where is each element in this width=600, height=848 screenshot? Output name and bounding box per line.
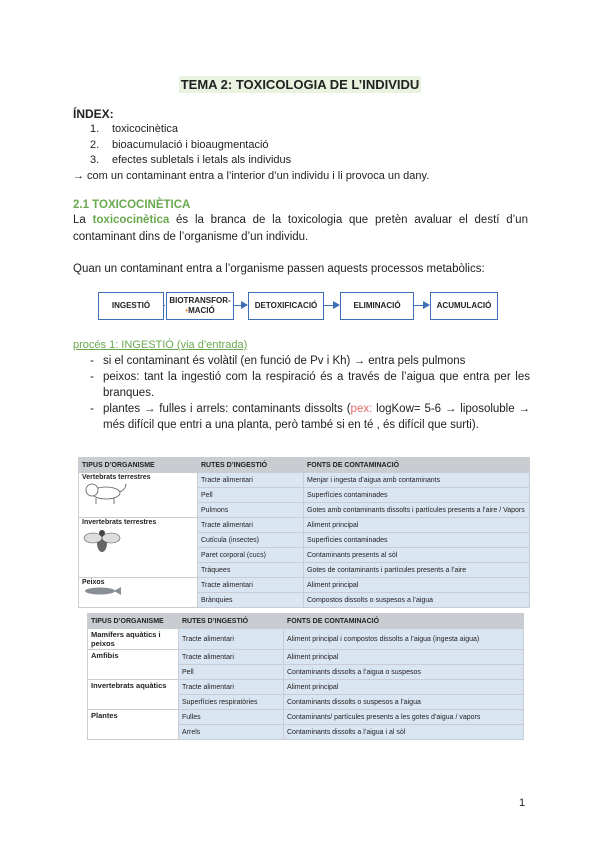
arrow-icon [241,301,248,309]
ingestion-table-aquatic: TIPUS D’ORGANISME RUTES D’INGESTIÓ FONTS DE CONTAMINACIÓ Mamífers aquàtics i peixos Tracte alimentari Aliment principal i compostos dissolts a l’aigua (ingesta aigua) Amfibis Tracte alimentari Aliment principal Pell Contaminants dissolts a l’aigua o suspesos Invertebrats aquàtics Tracte alimentari Aliment principal Superfícies respiratòries Contaminants dissolts o suspesos a l’aigua Plantes Fulles Contaminants/ partícules presents a les gotes d’aigua / vapors Arrels Contaminants dissolts a l’aigua i al sòl [87,613,524,740]
term-highlight: toxicocinètica [92,214,170,226]
ingestion-table-terrestrial: TIPUS D’ORGANISME RUTES D’INGESTIÓ FONTS DE CONTAMINACIÓ Vertebrats terrestres Tracte alimentari Menjar i ingesta d’aigua amb contaminants Pell Superfícies contaminades Pulmons Gotes amb contaminants dissolts i partícules presents a l’aire / Vapors Invertebrats terrestres Tracte alimentari Aliment principal Cutícula (insectes) Superfícies contaminades Paret corporal (cucs) Contaminants presents al sòl Tràquees Gotes de contaminants i partícules presents a l’aire Peixos Tracte alimentari Aliment principal Brànquies Compostos dissolts o suspesos a l’aigua [78,457,530,608]
fly-illustration [82,526,122,556]
bullet-item: - si el contaminant és volàtil (en funció de Pv i Kh) → entra pels pulmons [90,355,466,367]
arrow-icon [333,301,340,309]
index-note: → com un contaminant entra a l’interior d’un individu i li provoca un dany. [73,170,430,182]
index-item: 2. bioacumulació i bioaugmentació [90,139,269,151]
flow-step-detoxificacio: DETOXIFICACIÓ [248,292,324,320]
index-heading: ÍNDEX: [73,107,114,121]
fish-illustration [82,586,122,596]
organism-cell: Invertebrats terrestres [79,518,198,578]
process1-heading: procés 1: INGESTIÓ (via d’entrada) [73,339,248,351]
page-title: TEMA 2: TOXICOLOGIA DE L’INDIVIDU [180,77,420,92]
flow-step-biotransformacio: BIOTRANSFOR- •MACIÓ [166,292,234,320]
arrow-icon [423,301,430,309]
flow-step-ingestio: INGESTIÓ [98,292,164,320]
bullet-item: - plantes → fulles i arrels: contaminants dissolts (pex: logKow= 5-6 → liposoluble → més difícil que entri a una planta, però també si en té , és difícil que surti). [90,403,530,431]
organism-cell: Peixos [79,578,198,608]
definition-paragraph: La toxicocinètica és la branca de la toxicologia que pretèn avaluar el destí d’un contaminant dins de l’organisme d’un individu. [73,214,528,243]
page-number: 1 [519,797,526,809]
lion-illustration [82,481,128,505]
flow-step-acumulacio: ACUMULACIÓ [430,292,498,320]
index-item: 1. toxicocinètica [90,123,179,135]
section-heading: 2.1 TOXICOCINÈTICA [73,199,191,211]
flow-step-eliminacio: ELIMINACIÓ [340,292,414,320]
organism-cell: Vertebrats terrestres [79,473,198,518]
bullet-item: - peixos: tant la ingestió com la respiració és a través de l’aigua que entra per les branques. [90,371,530,399]
index-item: 3. efectes subletals i letals als individus [90,154,292,166]
processes-intro: Quan un contaminant entra a l’organisme passen aquests processos metabòlics: [73,263,485,275]
